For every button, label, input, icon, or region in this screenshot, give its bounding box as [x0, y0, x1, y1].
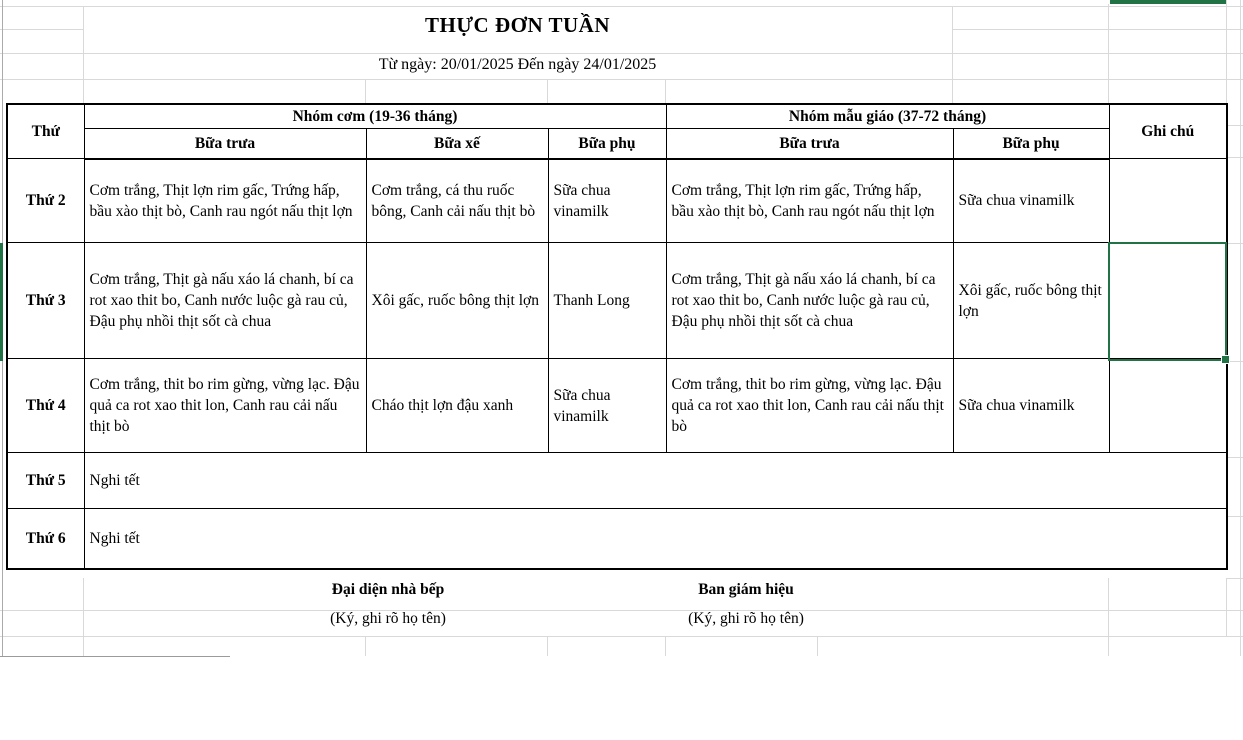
gridline	[547, 79, 548, 103]
header-group-row	[7, 104, 1227, 129]
header-com-lunch[interactable]: Bữa trưa	[84, 129, 366, 159]
gridline	[0, 53, 1243, 54]
gridline	[547, 636, 548, 656]
table-row	[7, 243, 1227, 359]
header-sub-row	[7, 129, 1227, 159]
menu-table	[6, 103, 1228, 570]
table-row	[7, 159, 1227, 243]
table-row	[7, 359, 1227, 453]
holiday-cell[interactable]: Nghi tết	[84, 509, 1227, 569]
header-com-afternoon[interactable]: Bữa xế	[366, 129, 548, 159]
header-group-com[interactable]: Nhóm cơm (19-36 tháng)	[84, 104, 666, 129]
gridline	[0, 656, 230, 657]
header-note[interactable]: Ghi chú	[1109, 104, 1227, 159]
signature-title-board[interactable]: Ban giám hiệu	[698, 581, 794, 598]
menu-cell[interactable]: Thanh Long	[548, 243, 666, 359]
page-title[interactable]: THỰC ĐƠN TUẦN	[424, 13, 610, 37]
gridline	[665, 636, 666, 656]
signature-title-kitchen[interactable]: Đại diện nhà bếp	[331, 581, 445, 598]
menu-cell[interactable]: Sữa chua vinamilk	[548, 359, 666, 453]
note-cell[interactable]	[1109, 359, 1227, 453]
date-range[interactable]: Từ ngày: 20/01/2025 Đến ngày 24/01/2025	[378, 56, 657, 73]
menu-cell[interactable]: Sữa chua vinamilk	[953, 359, 1109, 453]
header-day[interactable]: Thứ	[7, 104, 84, 159]
gridline	[1108, 578, 1109, 656]
gridline	[0, 6, 1243, 7]
gridline	[665, 79, 666, 103]
menu-cell[interactable]: Sữa chua vinamilk	[548, 159, 666, 243]
signature-note-kitchen[interactable]: (Ký, ghi rõ họ tên)	[330, 610, 446, 627]
menu-cell[interactable]: Cơm trắng, thit bo rim gừng, vừng lạc. Đậu quả ca rot xao thit lon, Canh rau cải nấu thịt bò	[666, 359, 953, 453]
note-cell-selected[interactable]	[1109, 243, 1227, 359]
column-selection-indicator	[1110, 0, 1226, 4]
gridline	[952, 29, 1243, 30]
menu-cell[interactable]: Cơm trắng, Thịt lợn rim gấc, Trứng hấp, bầu xào thịt bò, Canh rau ngót nấu thịt lợn	[84, 159, 366, 243]
note-cell[interactable]	[1109, 159, 1227, 243]
header-mg-extra[interactable]: Bữa phụ	[953, 129, 1109, 159]
header-group-maugiao[interactable]: Nhóm mẫu giáo (37-72 tháng)	[666, 104, 1109, 129]
day-cell[interactable]: Thứ 6	[7, 509, 84, 569]
row-selection-indicator	[0, 243, 3, 361]
menu-cell[interactable]: Xôi gấc, ruốc bông thịt lợn	[953, 243, 1109, 359]
gridline	[365, 79, 366, 103]
menu-cell[interactable]: Cơm trắng, thit bo rim gừng, vừng lạc. Đậu quả ca rot xao thit lon, Canh rau cải nấu thịt bò	[84, 359, 366, 453]
holiday-row	[7, 453, 1227, 509]
gridline	[365, 636, 366, 656]
header-mg-lunch[interactable]: Bữa trưa	[666, 129, 953, 159]
gridline	[0, 636, 1243, 637]
menu-cell[interactable]: Cơm trắng, cá thu ruốc bông, Canh cải nấu thịt bò	[366, 159, 548, 243]
fill-handle[interactable]	[1221, 355, 1230, 364]
day-cell[interactable]: Thứ 3	[7, 243, 84, 359]
holiday-cell[interactable]: Nghi tết	[84, 453, 1227, 509]
menu-cell[interactable]: Sữa chua vinamilk	[953, 159, 1109, 243]
gridline	[1108, 4, 1109, 103]
menu-cell[interactable]: Xôi gấc, ruốc bông thịt lợn	[366, 243, 548, 359]
menu-cell[interactable]: Cơm trắng, Thịt gà nấu xáo lá chanh, bí ca rot xao thit bo, Canh nước luộc gà rau củ, Đậu phụ nhồi thịt sốt cà chua	[666, 243, 953, 359]
header-com-extra[interactable]: Bữa phụ	[548, 129, 666, 159]
gridline	[817, 636, 818, 656]
day-cell[interactable]: Thứ 4	[7, 359, 84, 453]
gridline	[0, 79, 1243, 80]
gridline	[952, 6, 953, 103]
signature-note-board[interactable]: (Ký, ghi rõ họ tên)	[688, 610, 804, 627]
gridline	[1240, 0, 1241, 656]
gridline	[0, 29, 83, 30]
menu-cell[interactable]: Cơm trắng, Thịt lợn rim gấc, Trứng hấp, bầu xào thịt bò, Canh rau ngót nấu thịt lợn	[666, 159, 953, 243]
menu-cell[interactable]: Cháo thịt lợn đậu xanh	[366, 359, 548, 453]
day-cell[interactable]: Thứ 2	[7, 159, 84, 243]
day-cell[interactable]: Thứ 5	[7, 453, 84, 509]
menu-cell[interactable]: Cơm trắng, Thịt gà nấu xáo lá chanh, bí ca rot xao thit bo, Canh nước luộc gà rau củ, Đậu phụ nhồi thịt sốt cà chua	[84, 243, 366, 359]
holiday-row	[7, 509, 1227, 569]
gridline	[1226, 578, 1227, 636]
gridline	[1226, 0, 1227, 103]
